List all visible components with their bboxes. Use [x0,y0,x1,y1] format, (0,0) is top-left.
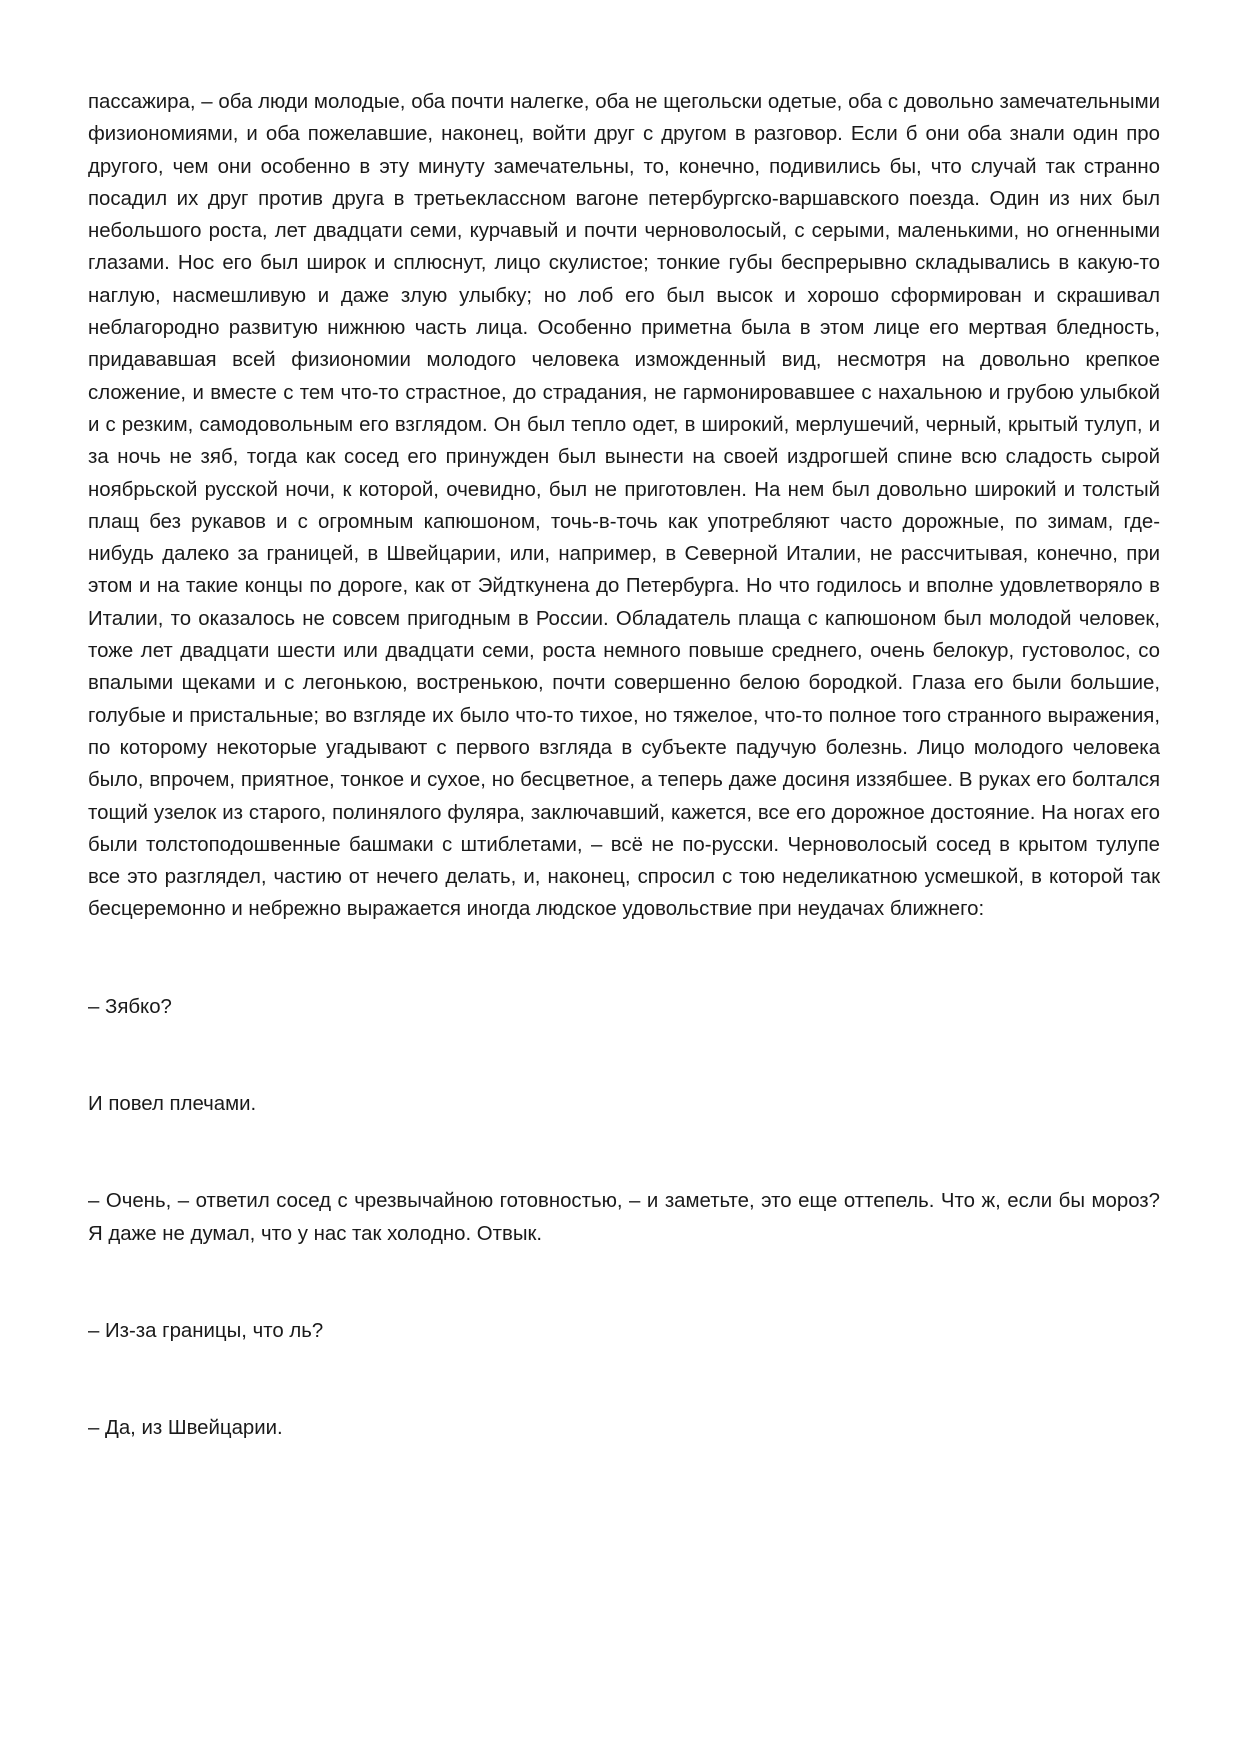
paragraph-dialogue-switzerland: – Да, из Швейцарии. [88,1417,283,1440]
paragraph-dialogue-zyabko: – Зябко? [88,995,172,1018]
paragraph-dialogue-ochen: – Очень, – ответил сосед с чрезвычайною готовностью, – и заметьте, это еще оттепель. Что ж, если бы мороз? Я даже не думал, что у нас так холодно. Отвык. [88,1190,1160,1245]
paragraph-shrugged: И повел плечами. [88,1093,257,1116]
text-column [88,86,1160,1445]
paragraph-dialogue-abroad: – Из-за границы, что ль? [88,1319,324,1342]
paragraph-narrative: пассажира, – оба люди молодые, оба почти налегке, оба не щегольски одетые, оба с довольно замечательными физиономиями, и оба пожелавшие, наконец, войти друг с другом в разговор. Если б они оба знали один про другого, чем они особенно в эту минуту замечательны, то, конечно, подивились бы, что случай так странно посадил их друг против друга в третьеклассном вагоне петербургско-варшавского поезда. Один из них был небольшого роста, лет двадцати семи, курчавый и почти черноволосый, с серыми, маленькими, но огненными глазами. Нос его был широк и сплюснут, лицо скулистое; тонкие губы беспрерывно складывались в какую-то наглую, насмешливую и даже злую улыбку; но лоб его был высок и хорошо сформирован и скрашивал неблагородно развитую нижнюю часть лица. Особенно приметна была в этом лице его мертвая бледность, придававшая всей физиономии молодого человека изможденный вид, несмотря на довольно крепкое сложение, и вместе с тем что-то страстное, до страдания, не гармонировавшее с нахальною и грубою улыбкой и с резким, самодовольным его взглядом. Он был тепло одет, в широкий, мерлушечий, черный, крытый тулуп, и за ночь не зяб, тогда как сосед его принужден был вынести на своей издрогшей спине всю сладость сырой ноябрьской русской ночи, к которой, очевидно, был не приготовлен. На нем был довольно широкий и толстый плащ без рукавов и с огромным капюшоном, точь-в-точь как употребляют часто дорожные, по зимам, где-нибудь далеко за границей, в Швейцарии, или, например, в Северной Италии, не рассчитывая, конечно, при этом и на такие концы по дороге, как от Эйдткунена до Петербурга. Но что годилось и вполне удовлетворяло в Италии, то оказалось не совсем пригодным в России. Обладатель плаща с капюшоном был молодой человек, тоже лет двадцати шести или двадцати семи, роста немного повыше среднего, очень белокур, густоволос, со впалыми щеками и с легонькою, востренькою, почти совершенно белою бородкой. Глаза его были большие, голубые и пристальные; во взгляде их было что-то тихое, но тяжелое, что-то полное того странного выражения, по которому некоторые угадывают с первого взгляда в субъекте падучую болезнь. Лицо молодого человека было, впрочем, приятное, тонкое и сухое, но бесцветное, а теперь даже досиня иззябшее. В руках его болтался тощий узелок из старого, полинялого фуляра, заключавший, кажется, все его дорожное достояние. На ногах его были толстоподошвенные башмаки с штиблетами, – всё не по-русски. Черноволосый сосед в крытом тулупе все это разглядел, частию от нечего делать, и, наконец, спросил с тою неделикатною усмешкой, в которой так бесцеремонно и небрежно выражается иногда людское удовольствие при неудачах ближнего: [88,91,1160,921]
